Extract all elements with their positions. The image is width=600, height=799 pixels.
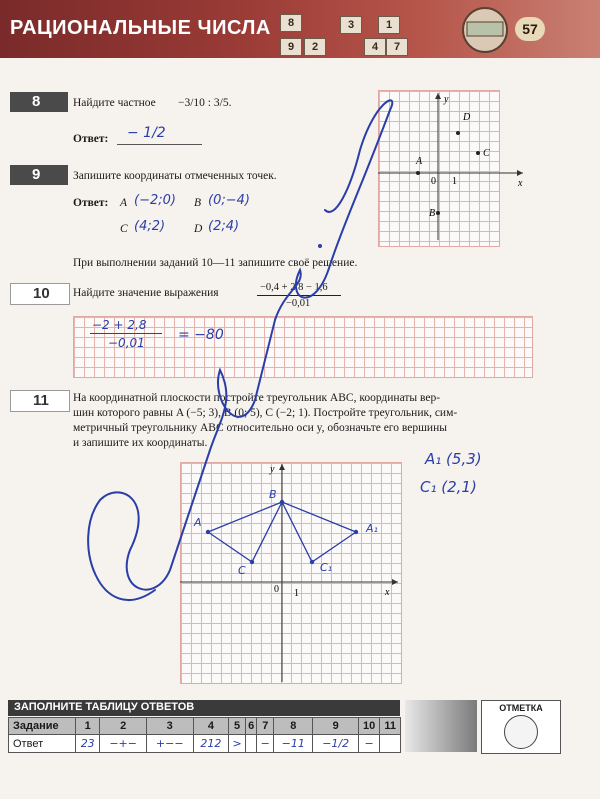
- task-cell: 8: [274, 718, 313, 735]
- task-cell: 9: [313, 718, 358, 735]
- instruction-text: При выполнении заданий 10—11 запишите своё решение.: [73, 257, 358, 269]
- answer-cell[interactable]: [245, 735, 257, 753]
- answer-cell[interactable]: >: [229, 735, 246, 753]
- answer-cell[interactable]: 212: [193, 735, 229, 753]
- tile: 2: [304, 38, 326, 56]
- tile: 3: [340, 16, 362, 34]
- task-number-badge: 11: [10, 390, 70, 412]
- vertex-label-b: B: [269, 488, 277, 501]
- work-line-1: −2 + 2,8: [92, 318, 147, 332]
- task-9-prompt: Запишите координаты отмеченных точек.: [73, 170, 277, 182]
- row-header: Задание: [9, 718, 76, 735]
- coord-d: (2;4): [208, 219, 240, 234]
- task-cell: 2: [100, 718, 147, 735]
- task-cell: 11: [380, 718, 401, 735]
- point-label-c: C: [120, 223, 128, 235]
- answer-cell[interactable]: −+−: [100, 735, 147, 753]
- task-number-badge: 8: [10, 92, 68, 112]
- coord-c: (4;2): [134, 219, 166, 234]
- mark-circle[interactable]: [504, 715, 538, 749]
- tile: 9: [280, 38, 302, 56]
- fraction-denominator: −0,01: [286, 298, 311, 309]
- answer-cell[interactable]: +−−: [146, 735, 193, 753]
- vertex-label-a1: A₁: [366, 522, 378, 535]
- section-title: РАЦИОНАЛЬНЫЕ ЧИСЛА: [10, 17, 271, 39]
- mark-label: ОТМЕТКА: [499, 703, 543, 713]
- point-label-a: A: [120, 197, 128, 209]
- fraction-numerator: −0,4 + 2,8 − 1,6: [260, 282, 328, 293]
- plot-label-c: C: [483, 148, 490, 159]
- vertex-label-c1: C₁: [320, 561, 333, 574]
- answer-cell[interactable]: −: [358, 735, 380, 753]
- tile: 1: [378, 16, 400, 34]
- work-line-2: −0,01: [108, 336, 145, 350]
- page-header: [0, 0, 600, 58]
- answer-cell[interactable]: −1/2: [313, 735, 358, 753]
- task-cell: 3: [146, 718, 193, 735]
- x-axis-label: x: [518, 178, 523, 189]
- tile: 7: [386, 38, 408, 56]
- unit-label: 1: [452, 176, 457, 187]
- answer-cell[interactable]: −11: [274, 735, 313, 753]
- handwritten-scribble: [60, 70, 420, 650]
- answer-label: Ответ:: [73, 197, 109, 209]
- point-d: [456, 131, 460, 135]
- y-axis-label: y: [444, 94, 449, 105]
- y-axis-label: y: [270, 464, 275, 475]
- plot-label-d: D: [463, 112, 471, 123]
- row-header: Ответ: [9, 735, 76, 753]
- vertex-label-a: A: [194, 516, 202, 529]
- task-11-line-2: шин которого равны A (−5; 3), B (0; 5), C (−2; 1). Постройте треугольник, сим-: [73, 407, 458, 419]
- work-result: = −80: [178, 327, 224, 343]
- answer-table: [8, 717, 401, 753]
- stopwatch-icon: [455, 2, 515, 56]
- task-cell: 4: [193, 718, 229, 735]
- task-number-badge: 9: [10, 165, 68, 185]
- page-number: 57: [515, 17, 545, 41]
- task-11-line-1: На координатной плоскости постройте треугольник ABC, координаты вер-: [73, 392, 441, 404]
- task-cell: 6: [245, 718, 257, 735]
- task-8-expression: −3/10 : 3/5.: [178, 97, 232, 109]
- tile: 4: [364, 38, 386, 56]
- answer-cell[interactable]: [380, 735, 401, 753]
- mark-box: [481, 700, 561, 754]
- task-11-line-3: метричный треугольнику ABC относительно оси y, обозначьте его вершины: [73, 422, 447, 434]
- task-10-prompt: Найдите значение выражения: [73, 287, 219, 299]
- task-cell: 10: [358, 718, 380, 735]
- answer-cell[interactable]: 23: [76, 735, 100, 753]
- task-cell: 7: [257, 718, 274, 735]
- handwritten-answer: − 1/2: [127, 125, 166, 141]
- x-axis-label: x: [385, 587, 390, 598]
- task-11-line-4: и запишите их координаты.: [73, 437, 208, 449]
- origin-label: 0: [274, 584, 279, 595]
- vertex-label-c: C: [238, 564, 246, 577]
- coord-a: (−2;0): [134, 193, 176, 208]
- answer-table-header: [8, 700, 400, 716]
- handwritten-note-a1: A₁ (5,3): [425, 450, 482, 468]
- task-cell: 1: [76, 718, 100, 735]
- point-b: [436, 211, 440, 215]
- task-8-prompt: Найдите частное: [73, 97, 156, 109]
- table-row: [9, 735, 401, 753]
- answer-label: Ответ:: [73, 133, 109, 145]
- unit-label: 1: [294, 588, 299, 599]
- plot-label-a: A: [416, 156, 423, 167]
- gray-gradient-block: [405, 700, 477, 752]
- coord-b: (0;−4): [208, 193, 250, 208]
- table-row: [9, 718, 401, 735]
- answer-cell[interactable]: −: [257, 735, 274, 753]
- task-cell: 5: [229, 718, 246, 735]
- tile: 8: [280, 14, 302, 32]
- handwritten-note-c1: C₁ (2,1): [420, 478, 477, 496]
- plot-label-b: B: [429, 208, 436, 219]
- answer-table-title: ЗАПОЛНИТЕ ТАБЛИЦУ ОТВЕТОВ: [14, 701, 195, 713]
- task-number-badge: 10: [10, 283, 70, 305]
- origin-label: 0: [431, 176, 436, 187]
- point-label-b: B: [194, 197, 202, 209]
- point-c: [476, 151, 480, 155]
- point-label-d: D: [194, 223, 203, 235]
